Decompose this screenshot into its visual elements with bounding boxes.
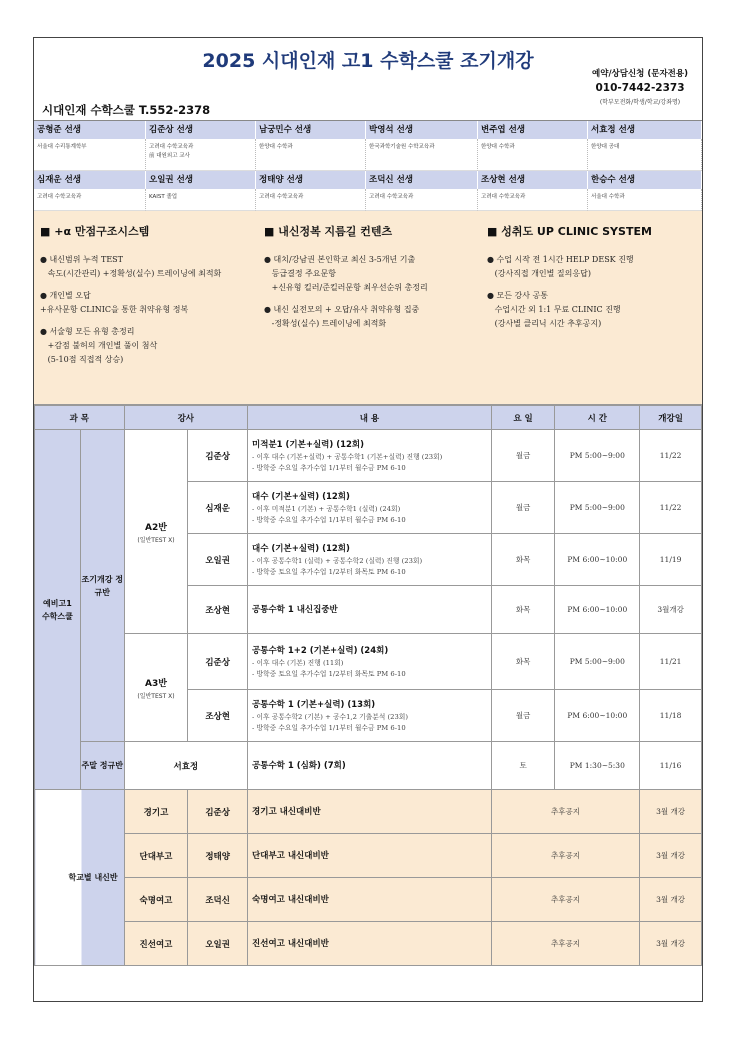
teacher-desc-line: 한양대 수학과 — [481, 144, 515, 150]
feature-line: (5-10점 직접적 상승) — [40, 355, 124, 364]
course-title: 대수 (기본+실력) (12회) — [252, 543, 350, 554]
teacher-cell: 김준상 — [188, 634, 248, 690]
teacher-desc — [366, 139, 478, 171]
category-cell — [35, 430, 81, 790]
open-date-cell: 11/16 — [640, 742, 702, 790]
teacher-desc — [256, 139, 366, 171]
teacher-desc-line: 한양대 수학과 — [259, 144, 293, 150]
teacher-desc-line: 한국과학기술원 수학교육과 — [369, 144, 435, 150]
feature-line: +신유형 킬러/준킬러문항 최우선순위 총정리 — [264, 283, 428, 292]
open-date-cell: 3월 개강 — [640, 790, 702, 834]
course-content — [248, 742, 492, 790]
teacher-name: 정태양 선생 — [256, 171, 366, 189]
feature-column — [258, 211, 481, 404]
feature-line: ● 내신범위 누적 TEST — [40, 255, 123, 264]
schedule-cell: 추후공지 — [491, 922, 639, 966]
day-cell: 월금 — [491, 690, 555, 742]
teacher-desc — [146, 189, 256, 211]
feature-item — [487, 289, 698, 331]
page-title: 2025 시대인재 고1 수학스쿨 조기개강 — [202, 50, 534, 72]
subcategory-label: 학교별 내신반 — [68, 873, 118, 882]
class-name: A2반 — [145, 522, 167, 533]
feature-item — [40, 253, 252, 281]
day-cell: 화목 — [491, 534, 555, 586]
feature-line: (강사별 클리닉 시간 추후공지) — [487, 319, 602, 328]
open-date-cell: 3월개강 — [640, 586, 702, 634]
contact-label: 예약/상담신청 (문자전용) — [592, 69, 688, 79]
course-content — [248, 834, 492, 878]
course-content — [248, 690, 492, 742]
table-row — [35, 430, 702, 482]
table-row — [35, 634, 702, 690]
course-detail-line: - 이후 대수 (기본) 진행 (11회) — [252, 658, 344, 667]
course-content — [248, 534, 492, 586]
time-cell: PM 6:00~10:00 — [555, 690, 640, 742]
teacher-desc — [256, 189, 366, 211]
teacher-name: 김준상 선생 — [146, 121, 256, 139]
teacher-desc — [366, 189, 478, 211]
teacher-cell: 조상현 — [188, 690, 248, 742]
teacher-cell: 오일권 — [188, 922, 248, 966]
course-content — [248, 790, 492, 834]
category-label: 예비고1 수학스쿨 — [41, 598, 73, 621]
teacher-cell: 정태양 — [188, 834, 248, 878]
header-open: 개강일 — [640, 406, 702, 430]
teacher-desc-line: 서울대 수리통계학부 — [37, 144, 87, 150]
course-content — [248, 634, 492, 690]
open-date-cell: 11/21 — [640, 634, 702, 690]
class-group — [124, 430, 188, 634]
school-cell: 단대부고 — [124, 834, 188, 878]
time-cell: PM 5:00~9:00 — [555, 430, 640, 482]
day-cell: 토 — [491, 742, 555, 790]
feature-item — [40, 325, 252, 367]
schedule-cell: 추후공지 — [491, 834, 639, 878]
teacher-desc-line: 고려대 수학교육과 — [369, 194, 414, 200]
open-date-cell: 11/22 — [640, 482, 702, 534]
teacher-desc-line: 고려대 수학교육과 — [149, 144, 194, 150]
feature-line: ● 내신 실전모의 + 오답/유사 취약유형 집중 — [264, 305, 420, 314]
teacher-grid — [34, 121, 702, 211]
teacher-desc-line: KAIST 졸업 — [149, 194, 178, 200]
teacher-desc — [34, 139, 146, 171]
day-cell: 화목 — [491, 634, 555, 690]
time-cell: PM 5:00~9:00 — [555, 482, 640, 534]
contact-note: (학부모전화/학생/학교/강좌명) — [599, 99, 681, 106]
open-date-cell: 11/18 — [640, 690, 702, 742]
table-row — [35, 742, 702, 790]
feature-column — [34, 211, 258, 404]
teacher-cell: 조덕신 — [188, 878, 248, 922]
flyer-page — [33, 37, 703, 1002]
teacher-desc — [478, 139, 588, 171]
feature-line: ● 서술형 모든 유형 총정리 — [40, 327, 135, 336]
feature-line: ● 수업 시작 전 1시간 HELP DESK 진행 — [487, 255, 634, 264]
course-detail-line: - 방학중 토요일 추가수업 1/2부터 화목토 PM 6-10 — [252, 567, 406, 576]
teacher-name: 심재운 선생 — [34, 171, 146, 189]
feature-line: ● 모든 강사 공통 — [487, 291, 548, 300]
teacher-cell: 조상현 — [188, 586, 248, 634]
feature-line: ● 개인별 오답 — [40, 291, 91, 300]
open-date-cell: 11/22 — [640, 430, 702, 482]
teacher-desc — [34, 189, 146, 211]
course-title: 공통수학 1 내신집중반 — [252, 604, 338, 615]
feature-title: ■ 성취도 UP CLINIC SYSTEM — [487, 225, 652, 238]
teacher-desc — [146, 139, 256, 171]
feature-line: +유사문항 CLINIC을 통한 취약유형 정복 — [40, 305, 189, 314]
feature-line: 수업시간 외 1:1 무료 CLINIC 진행 — [487, 305, 621, 314]
feature-line: 속도(시간관리) +정확성(실수) 트레이닝에 최적화 — [40, 269, 222, 278]
course-title: 미적분1 (기본+실력) (12회) — [252, 439, 365, 450]
feature-title: ■ 내신정복 지름길 컨텐츠 — [264, 225, 393, 238]
course-title: 대수 (기본+실력) (12회) — [252, 491, 350, 502]
time-cell: PM 6:00~10:00 — [555, 586, 640, 634]
course-detail-line: - 방학중 수요일 추가수업 1/1부터 월수금 PM 6-10 — [252, 723, 406, 732]
teacher-desc — [588, 139, 702, 171]
header-subject: 과 목 — [35, 406, 125, 430]
table-row — [35, 878, 702, 922]
teacher-name: 한승수 선생 — [588, 171, 702, 189]
class-group — [124, 634, 188, 742]
course-title: 공통수학 1 (심화) (7회) — [252, 760, 346, 771]
course-title: 단대부고 내신대비반 — [252, 850, 329, 861]
course-detail-line: - 이후 대수 (기본+실력) + 공통수학1 (기본+실력) 진행 (23회) — [252, 452, 443, 461]
schedule-cell: 추후공지 — [491, 790, 639, 834]
schedule-table — [34, 405, 702, 966]
open-date-cell: 3월 개강 — [640, 834, 702, 878]
day-cell: 월금 — [491, 482, 555, 534]
open-date-cell: 11/19 — [640, 534, 702, 586]
features-section — [34, 211, 702, 405]
course-detail-line: - 방학중 토요일 추가수업 1/2부터 화목토 PM 6-10 — [252, 669, 406, 678]
course-detail-line: - 방학중 수요일 추가수업 1/1부터 월수금 PM 6-10 — [252, 515, 406, 524]
course-title: 공통수학 1 (기본+실력) (13회) — [252, 699, 376, 710]
teacher-name: 공형준 선생 — [34, 121, 146, 139]
course-content — [248, 922, 492, 966]
course-title: 진선여고 내신대비반 — [252, 938, 329, 949]
teacher-name: 서효정 선생 — [588, 121, 702, 139]
day-cell: 화목 — [491, 586, 555, 634]
teacher-cell: 서효정 — [124, 742, 247, 790]
open-date-cell: 3월 개강 — [640, 922, 702, 966]
teacher-name: 조덕신 선생 — [366, 171, 478, 189]
feature-line: +감점 불허의 개인별 풀이 첨삭 — [40, 341, 158, 350]
course-title: 경기고 내신대비반 — [252, 806, 321, 817]
teacher-name: 박영석 선생 — [366, 121, 478, 139]
school-cell: 경기고 — [124, 790, 188, 834]
table-row — [35, 922, 702, 966]
teacher-name: 오일권 선생 — [146, 171, 256, 189]
teacher-cell: 김준상 — [188, 790, 248, 834]
course-title: 숙명여고 내신대비반 — [252, 894, 329, 905]
feature-item — [264, 303, 475, 331]
header-time: 시 간 — [555, 406, 640, 430]
feature-line: (강사직접 개인별 질의응답) — [487, 269, 591, 278]
teacher-desc-line: 고려대 수학교육과 — [481, 194, 526, 200]
teacher-name: 남궁민수 선생 — [256, 121, 366, 139]
course-detail-line: - 이후 미적분1 (기본) + 공통수학1 (실력) (24회) — [252, 504, 401, 513]
teacher-name: 조상현 선생 — [478, 171, 588, 189]
schedule-cell: 추후공지 — [491, 878, 639, 922]
teacher-desc-line: 前 대원외고 교사 — [149, 153, 190, 159]
course-title: 공통수학 1+2 (기본+실력) (24회) — [252, 645, 389, 656]
header-content: 내 용 — [248, 406, 492, 430]
feature-item — [40, 289, 252, 317]
day-cell: 월금 — [491, 430, 555, 482]
table-row — [35, 834, 702, 878]
teacher-cell: 오일권 — [188, 534, 248, 586]
header-teacher: 강사 — [124, 406, 247, 430]
teacher-desc-line: 고려대 수학교육과 — [37, 194, 82, 200]
header-day: 요 일 — [491, 406, 555, 430]
subcategory-cell — [35, 790, 125, 966]
school-cell: 숙명여고 — [124, 878, 188, 922]
feature-item — [264, 253, 475, 295]
teacher-name: 변주엽 선생 — [478, 121, 588, 139]
feature-title: ■ +α 만점구조시스템 — [40, 225, 150, 238]
table-row — [35, 790, 702, 834]
course-content — [248, 430, 492, 482]
header — [34, 38, 702, 121]
feature-item — [487, 253, 698, 281]
school-cell: 진선여고 — [124, 922, 188, 966]
class-note: (일반TEST X) — [137, 692, 175, 700]
feature-line: ● 대치/강남권 본인학교 최신 3-5개년 기출 — [264, 255, 416, 264]
course-detail-line: - 이후 공통수학1 (실력) + 공통수학2 (실력) 진행 (23회) — [252, 556, 423, 565]
teacher-cell: 김준상 — [188, 430, 248, 482]
teacher-desc — [588, 189, 702, 211]
course-content — [248, 878, 492, 922]
subcategory-label: 주말 정규반 — [81, 761, 123, 770]
teacher-cell: 심재운 — [188, 482, 248, 534]
open-date-cell: 3월 개강 — [640, 878, 702, 922]
contact-phone[interactable]: 010-7442-2373 — [595, 82, 685, 94]
class-name: A3반 — [145, 678, 167, 689]
course-detail-line: - 이후 공통수학2 (기본) + 공수1,2 기출분석 (23회) — [252, 712, 409, 721]
teacher-desc-line: 고려대 수학교육과 — [259, 194, 304, 200]
subcategory-cell — [80, 742, 124, 790]
subcategory-cell — [80, 430, 124, 742]
teacher-desc-line: 한양대 공대 — [591, 144, 620, 150]
feature-column — [481, 211, 704, 404]
time-cell: PM 1:30~5:30 — [555, 742, 640, 790]
brand-label: 시대인재 수학스쿨 T.552-2378 — [42, 103, 211, 117]
course-detail-line: - 방학중 수요일 추가수업 1/1부터 월수금 PM 6-10 — [252, 463, 406, 472]
course-content — [248, 482, 492, 534]
contact-box — [582, 64, 698, 114]
table-header-row — [35, 406, 702, 430]
teacher-desc-line: 서울대 수학과 — [591, 194, 625, 200]
teacher-desc — [478, 189, 588, 211]
time-cell: PM 6:00~10:00 — [555, 534, 640, 586]
feature-line: -정확성(실수) 트레이닝에 최적화 — [264, 319, 387, 328]
subcategory-label: 조기개강 정규반 — [81, 574, 123, 597]
class-note: (일반TEST X) — [137, 536, 175, 544]
feature-line: 등급결정 주요문항 — [264, 269, 336, 278]
time-cell: PM 5:00~9:00 — [555, 634, 640, 690]
course-content — [248, 586, 492, 634]
